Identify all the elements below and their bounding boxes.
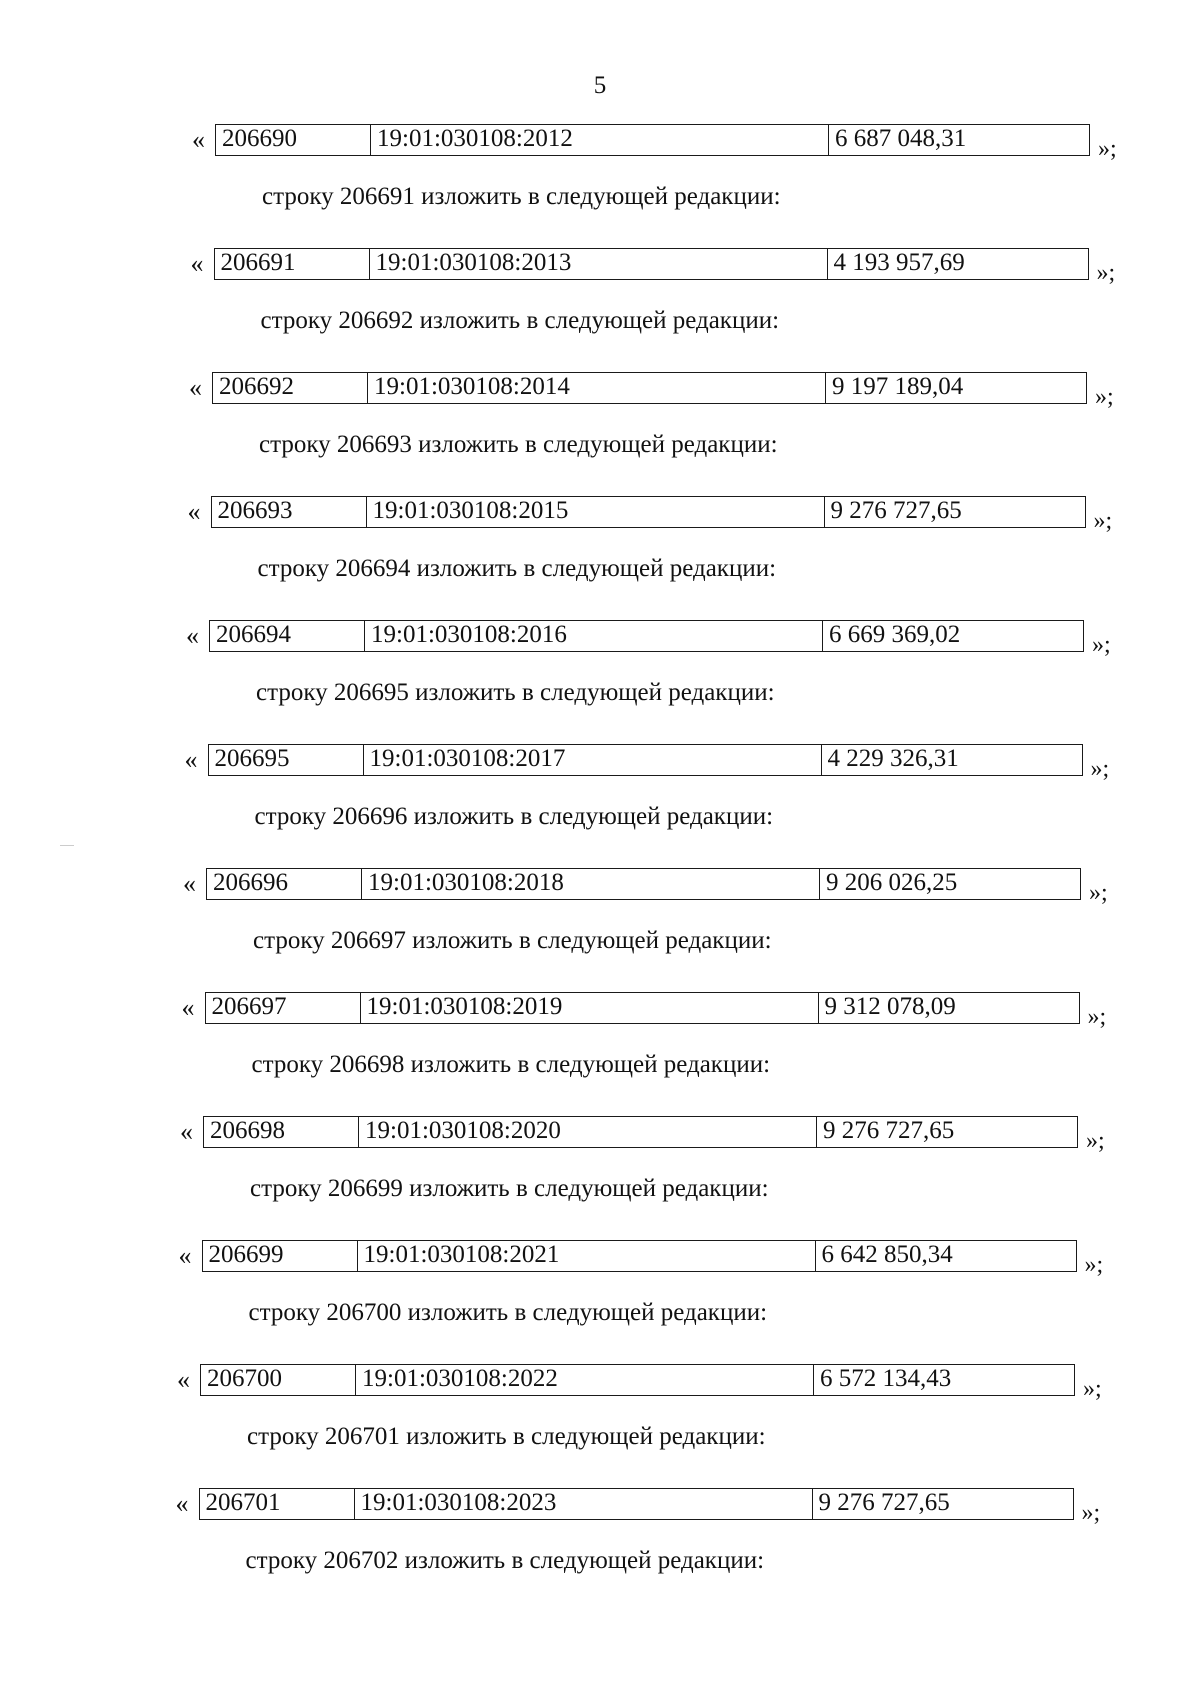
cadastral-value-cell: 6 687 048,31 bbox=[828, 124, 1090, 156]
table-row bbox=[184, 744, 1110, 782]
amendment-instruction: строку 206691 изложить в следующей редакции: bbox=[262, 183, 781, 210]
open-quote: « bbox=[187, 497, 201, 526]
close-quote: »; bbox=[1087, 1004, 1107, 1030]
cadastral-value-cell: 9 276 727,65 bbox=[816, 1116, 1078, 1148]
table-row bbox=[180, 1116, 1105, 1154]
open-quote: « bbox=[192, 125, 205, 154]
amendment-list bbox=[0, 124, 1200, 1612]
cadastral-value-cell: 6 642 850,34 bbox=[815, 1240, 1077, 1272]
cadastral-value-cell: 9 197 189,04 bbox=[825, 372, 1087, 404]
page-number: 5 bbox=[593, 72, 607, 99]
cadastral-value-cell: 4 229 326,31 bbox=[821, 744, 1083, 776]
row-id-cell: 206691 bbox=[214, 248, 371, 280]
close-quote: »; bbox=[1096, 260, 1116, 286]
close-quote: »; bbox=[1092, 632, 1111, 658]
close-quote: »; bbox=[1093, 508, 1113, 534]
row-id-cell: 206692 bbox=[212, 372, 369, 404]
amendment-entry bbox=[0, 744, 1200, 868]
cadastral-value-cell: 4 193 957,69 bbox=[827, 248, 1089, 280]
open-quote: « bbox=[183, 869, 196, 898]
amendment-entry bbox=[0, 248, 1200, 372]
cadastral-number-cell: 19:01:030108:2015 bbox=[366, 496, 824, 528]
cadastral-value-cell: 6 669 369,02 bbox=[822, 620, 1084, 652]
close-quote: »; bbox=[1083, 1376, 1102, 1402]
open-quote: « bbox=[184, 745, 198, 774]
table-row bbox=[192, 124, 1117, 162]
close-quote: »; bbox=[1084, 1252, 1104, 1278]
cadastral-value-cell: 9 312 078,09 bbox=[818, 992, 1080, 1024]
open-quote: « bbox=[177, 1365, 190, 1394]
cadastral-number-cell: 19:01:030108:2020 bbox=[358, 1116, 816, 1148]
amendment-instruction: строку 206701 изложить в следующей редакции: bbox=[247, 1423, 766, 1450]
cadastral-number-cell: 19:01:030108:2013 bbox=[369, 248, 827, 280]
table-row bbox=[190, 248, 1116, 286]
table-row bbox=[181, 992, 1107, 1030]
amendment-instruction: строку 206694 изложить в следующей редакции: bbox=[257, 555, 777, 582]
table-row bbox=[187, 496, 1113, 534]
close-quote: »; bbox=[1086, 1128, 1105, 1154]
close-quote: »; bbox=[1089, 880, 1108, 906]
amendment-entry bbox=[0, 372, 1200, 496]
amendment-instruction: строку 206698 изложить в следующей редакции: bbox=[251, 1051, 771, 1078]
cadastral-number-cell: 19:01:030108:2022 bbox=[355, 1364, 813, 1396]
amendment-entry bbox=[0, 1488, 1200, 1612]
open-quote: « bbox=[175, 1489, 189, 1518]
row-id-cell: 206693 bbox=[211, 496, 368, 528]
amendment-instruction: строку 206695 изложить в следующей редакции: bbox=[256, 679, 775, 706]
cadastral-number-cell: 19:01:030108:2021 bbox=[357, 1240, 815, 1272]
open-quote: « bbox=[180, 1117, 193, 1146]
amendment-entry bbox=[0, 992, 1200, 1116]
table-row bbox=[183, 868, 1108, 906]
close-quote: »; bbox=[1090, 756, 1110, 782]
table-row bbox=[189, 372, 1114, 410]
cadastral-number-cell: 19:01:030108:2014 bbox=[367, 372, 825, 404]
row-id-cell: 206695 bbox=[208, 744, 365, 776]
amendment-entry bbox=[0, 868, 1200, 992]
amendment-entry bbox=[0, 620, 1200, 744]
open-quote: « bbox=[178, 1241, 192, 1270]
amendment-instruction: строку 206692 изложить в следующей редакции: bbox=[260, 307, 780, 334]
row-id-cell: 206696 bbox=[206, 868, 363, 900]
amendment-instruction: строку 206702 изложить в следующей редакции: bbox=[245, 1547, 765, 1574]
cadastral-number-cell: 19:01:030108:2023 bbox=[354, 1488, 812, 1520]
amendment-entry bbox=[0, 1240, 1200, 1364]
cadastral-value-cell: 6 572 134,43 bbox=[813, 1364, 1075, 1396]
cadastral-value-cell: 9 206 026,25 bbox=[819, 868, 1081, 900]
amendment-instruction: строку 206697 изложить в следующей редакции: bbox=[253, 927, 772, 954]
table-row bbox=[186, 620, 1111, 658]
row-id-cell: 206694 bbox=[209, 620, 366, 652]
table-row bbox=[177, 1364, 1102, 1402]
row-id-cell: 206699 bbox=[202, 1240, 359, 1272]
open-quote: « bbox=[189, 373, 202, 402]
close-quote: »; bbox=[1081, 1500, 1101, 1526]
amendment-entry bbox=[0, 496, 1200, 620]
cadastral-number-cell: 19:01:030108:2017 bbox=[363, 744, 821, 776]
cadastral-number-cell: 19:01:030108:2012 bbox=[370, 124, 828, 156]
open-quote: « bbox=[186, 621, 199, 650]
amendment-instruction: строку 206699 изложить в следующей редакции: bbox=[250, 1175, 769, 1202]
cadastral-number-cell: 19:01:030108:2018 bbox=[361, 868, 819, 900]
row-id-cell: 206701 bbox=[199, 1488, 356, 1520]
table-row bbox=[178, 1240, 1104, 1278]
cadastral-number-cell: 19:01:030108:2019 bbox=[360, 992, 818, 1024]
close-quote: »; bbox=[1098, 136, 1117, 162]
cadastral-value-cell: 9 276 727,65 bbox=[824, 496, 1086, 528]
close-quote: »; bbox=[1095, 384, 1114, 410]
table-row bbox=[175, 1488, 1101, 1526]
amendment-instruction: строку 206696 изложить в следующей редакции: bbox=[254, 803, 774, 830]
row-id-cell: 206690 bbox=[215, 124, 372, 156]
cadastral-value-cell: 9 276 727,65 bbox=[812, 1488, 1074, 1520]
amendment-instruction: строку 206700 изложить в следующей редакции: bbox=[248, 1299, 768, 1326]
open-quote: « bbox=[181, 993, 195, 1022]
cadastral-number-cell: 19:01:030108:2016 bbox=[364, 620, 822, 652]
row-id-cell: 206697 bbox=[205, 992, 362, 1024]
amendment-entry bbox=[0, 1116, 1200, 1240]
row-id-cell: 206700 bbox=[200, 1364, 357, 1396]
amendment-entry bbox=[0, 1364, 1200, 1488]
amendment-instruction: строку 206693 изложить в следующей редакции: bbox=[259, 431, 778, 458]
row-id-cell: 206698 bbox=[203, 1116, 360, 1148]
open-quote: « bbox=[190, 249, 204, 278]
amendment-entry bbox=[0, 124, 1200, 248]
